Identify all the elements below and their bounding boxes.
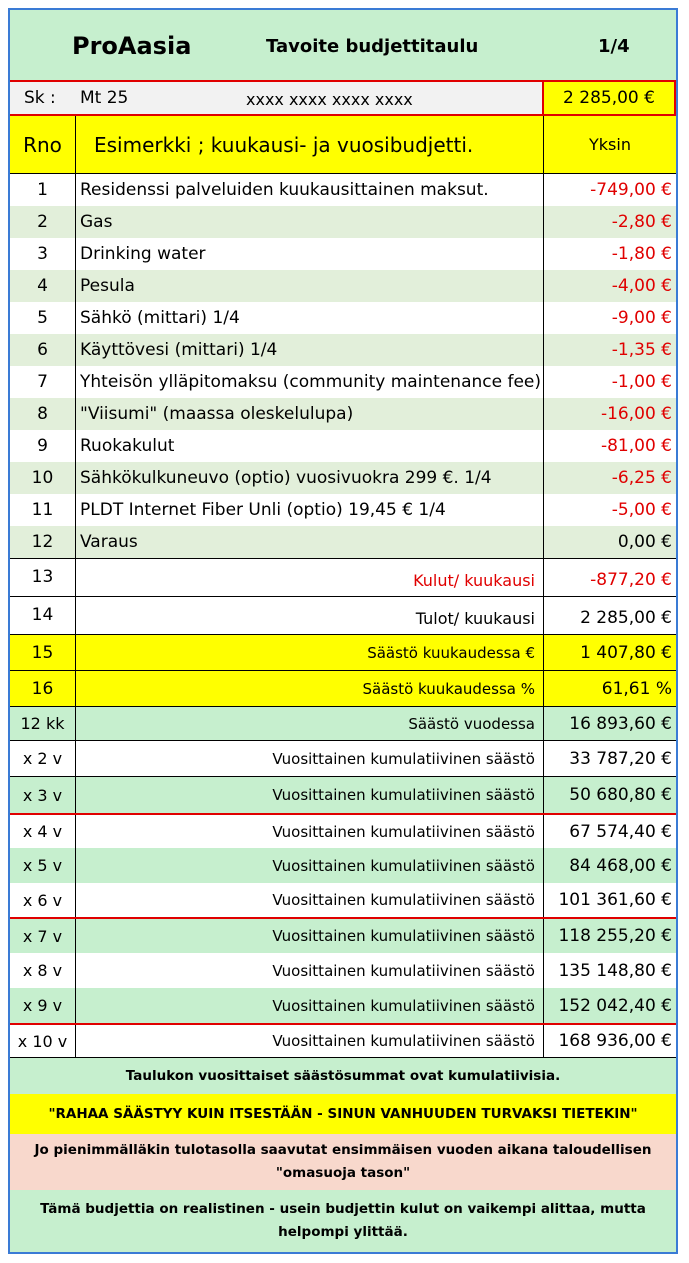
table-row	[10, 270, 676, 302]
row-amount: -9,00 €	[611, 308, 672, 328]
yearly-label: Vuosittainen kumulatiivinen säästö	[76, 815, 544, 848]
row-desc: Varaus	[76, 526, 544, 558]
yearly-amount: 33 787,20 €	[569, 748, 672, 769]
yearly-row	[10, 777, 676, 813]
income-label: Tulot/ kuukausi	[76, 597, 544, 634]
table-row	[10, 366, 676, 398]
info-row	[10, 80, 676, 116]
sk-label: Sk :	[24, 88, 56, 108]
title-row	[10, 10, 676, 80]
row-amount: -16,00 €	[600, 404, 672, 424]
income-box	[542, 80, 676, 116]
yearly-row	[10, 883, 676, 917]
yearly-amount: 168 936,00 €	[558, 1031, 672, 1051]
yearly-amount: 118 255,20 €	[558, 926, 672, 946]
page-number: 1/4	[598, 36, 630, 57]
row-desc: Gas	[76, 206, 544, 238]
row-no: 14	[10, 597, 76, 634]
row-amount: -6,25 €	[611, 468, 672, 488]
row-amount: -4,00 €	[611, 276, 672, 296]
row-amount: 0,00 €	[617, 532, 672, 552]
table-row	[10, 238, 676, 270]
note-slogan: "RAHAA SÄÄSTYY KUIN ITSESTÄÄN - SINUN VANHUUDEN TURVAKSI TIETEKIN"	[10, 1094, 676, 1134]
income-value: 2 285,00 €	[563, 88, 655, 108]
expenses-row	[10, 558, 676, 596]
table-header	[10, 116, 676, 174]
income-row	[10, 596, 676, 634]
saving-eur-row	[10, 634, 676, 670]
row-amount: -749,00 €	[590, 180, 672, 200]
period-label: x 10 v	[10, 1025, 76, 1057]
row-amount: -1,80 €	[611, 244, 672, 264]
yearly-row	[10, 707, 676, 741]
yearly-label: Vuosittainen kumulatiivinen säästö	[76, 919, 544, 953]
row-no: 3	[10, 238, 76, 270]
yearly-row	[10, 988, 676, 1023]
row-desc: "Viisumi" (maassa oleskelulupa)	[76, 398, 544, 430]
saving-eur-amount: 1 407,80 €	[580, 642, 672, 663]
period-label: 12 kk	[10, 707, 76, 740]
row-no: 10	[10, 462, 76, 494]
row-no: 7	[10, 366, 76, 398]
row-amount: -1,00 €	[611, 372, 672, 392]
row-desc: Ruokakulut	[76, 430, 544, 462]
saving-pct-amount: 61,61 %	[601, 678, 672, 699]
header-no: Rno	[10, 116, 76, 173]
mt-value: Mt 25	[80, 88, 129, 108]
budget-sheet	[8, 8, 678, 1254]
row-amount: -2,80 €	[611, 212, 672, 232]
period-label: x 3 v	[10, 777, 76, 813]
row-desc: Sähkö (mittari) 1/4	[76, 302, 544, 334]
row-no: 9	[10, 430, 76, 462]
yearly-label: Vuosittainen kumulatiivinen säästö	[76, 741, 544, 776]
yearly-amount: 50 680,80 €	[569, 785, 672, 805]
saving-pct-label: Säästö kuukaudessa %	[76, 671, 544, 706]
table-row	[10, 526, 676, 558]
yearly-amount: 152 042,40 €	[558, 995, 672, 1016]
yearly-row	[10, 848, 676, 883]
yearly-row	[10, 741, 676, 777]
period-label: x 6 v	[10, 883, 76, 917]
row-no: 12	[10, 526, 76, 558]
row-no: 15	[10, 635, 76, 670]
table-row	[10, 174, 676, 206]
table-row	[10, 430, 676, 462]
period-label: x 4 v	[10, 815, 76, 848]
row-desc: Käyttövesi (mittari) 1/4	[76, 334, 544, 366]
table-row	[10, 398, 676, 430]
yearly-label: Vuosittainen kumulatiivinen säästö	[76, 777, 544, 813]
yearly-label: Vuosittainen kumulatiivinen säästö	[76, 848, 544, 883]
row-no: 8	[10, 398, 76, 430]
account-code: xxxx xxxx xxxx xxxx	[246, 90, 413, 109]
row-desc: Drinking water	[76, 238, 544, 270]
yearly-amount: 84 468,00 €	[569, 855, 672, 876]
yearly-label: Vuosittainen kumulatiivinen säästö	[76, 1025, 544, 1057]
table-row	[10, 334, 676, 366]
period-label: x 8 v	[10, 953, 76, 988]
saving-pct-row	[10, 670, 676, 707]
page-title: Tavoite budjettitaulu	[266, 36, 479, 57]
yearly-row	[10, 917, 676, 953]
yearly-label: Vuosittainen kumulatiivinen säästö	[76, 883, 544, 917]
row-no: 1	[10, 174, 76, 206]
row-no: 13	[10, 559, 76, 596]
row-desc: Residenssi palveluiden kuukausittainen maksut.	[76, 174, 544, 206]
saving-eur-label: Säästö kuukaudessa €	[76, 635, 544, 670]
period-label: x 7 v	[10, 919, 76, 953]
yearly-label: Säästö vuodessa	[76, 707, 544, 740]
yearly-amount: 67 574,40 €	[569, 821, 672, 842]
yearly-amount: 135 148,80 €	[558, 960, 672, 981]
brand-title: ProAasia	[72, 32, 192, 60]
row-desc: Sähkökulkuneuvo (optio) vuosivuokra 299 €. 1/4	[76, 462, 544, 494]
note-lowest-income: Jo pienimmälläkin tulotasolla saavutat ensimmäisen vuoden aikana taloudellisen "omasuoja tason"	[10, 1134, 676, 1190]
period-label: x 9 v	[10, 988, 76, 1023]
yearly-label: Vuosittainen kumulatiivinen säästö	[76, 953, 544, 988]
note-realistic: Tämä budjettia on realistinen - usein budjettin kulut on vaikempi alittaa, mutta helpompi ylittää.	[10, 1190, 676, 1252]
row-amount: -1,35 €	[611, 340, 672, 360]
period-label: x 2 v	[10, 741, 76, 776]
yearly-row	[10, 953, 676, 988]
row-desc: Pesula	[76, 270, 544, 302]
table-row	[10, 206, 676, 238]
yearly-amount: 101 361,60 €	[558, 890, 672, 910]
row-no: 5	[10, 302, 76, 334]
items-table	[10, 174, 676, 558]
table-row	[10, 462, 676, 494]
row-no: 16	[10, 671, 76, 706]
row-no: 11	[10, 494, 76, 526]
table-row	[10, 494, 676, 526]
row-no: 4	[10, 270, 76, 302]
expenses-label: Kulut/ kuukausi	[76, 559, 544, 596]
row-amount: -81,00 €	[600, 436, 672, 456]
note-cumulative: Taulukon vuosittaiset säästösummat ovat kumulatiivisia.	[10, 1058, 676, 1094]
header-desc: Esimerkki ; kuukausi- ja vuosibudjetti.	[76, 116, 544, 173]
yearly-amount: 16 893,60 €	[569, 713, 672, 734]
row-no: 2	[10, 206, 76, 238]
expenses-amount: -877,20 €	[590, 570, 672, 590]
row-no: 6	[10, 334, 76, 366]
yearly-row	[10, 1023, 676, 1058]
row-desc: Yhteisön ylläpitomaksu (community maintenance fee)	[76, 366, 544, 398]
row-desc: PLDT Internet Fiber Unli (optio) 19,45 € 1/4	[76, 494, 544, 526]
row-amount: -5,00 €	[611, 500, 672, 520]
table-row	[10, 302, 676, 334]
period-label: x 5 v	[10, 848, 76, 883]
income-amount: 2 285,00 €	[580, 608, 672, 628]
header-amount: Yksin	[589, 135, 631, 154]
yearly-row	[10, 813, 676, 848]
yearly-label: Vuosittainen kumulatiivinen säästö	[76, 988, 544, 1023]
